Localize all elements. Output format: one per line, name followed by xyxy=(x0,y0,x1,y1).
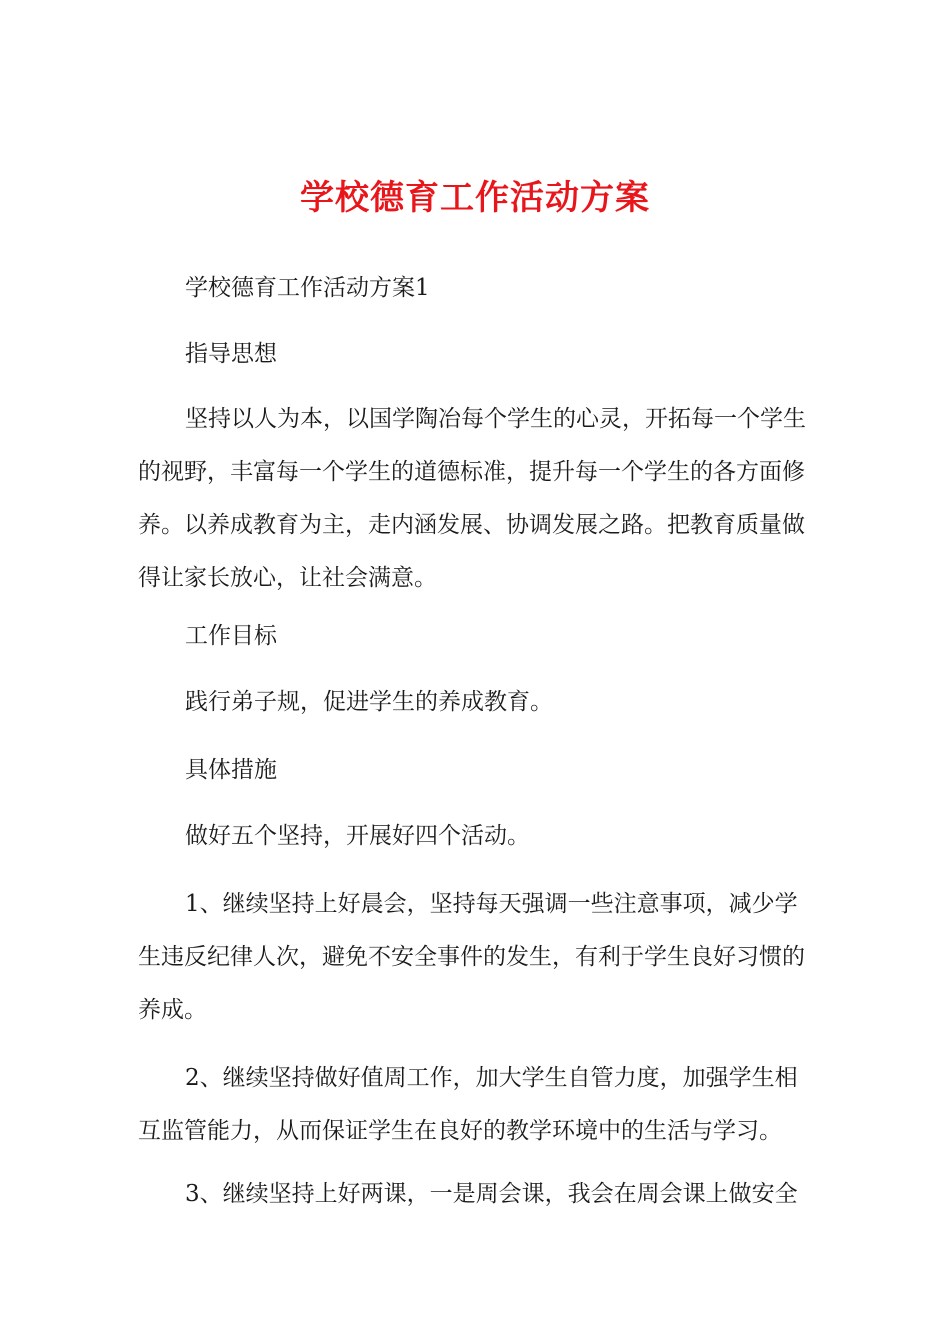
document-title: 学校德育工作活动方案 xyxy=(300,177,650,218)
section-heading: 具体措施 xyxy=(185,757,277,783)
section-heading: 工作目标 xyxy=(185,623,277,649)
section-heading: 指导思想 xyxy=(185,341,277,367)
list-item: 2、继续坚持做好值周工作，加大学生自管力度，加强学生相互监管能力，从而保证学生在良好的教学环境中的生活与学习。 xyxy=(138,1065,798,1144)
body-paragraph: 坚持以人为本，以国学陶冶每个学生的心灵，开拓每一个学生的视野，丰富每一个学生的道德标准，提升每一个学生的各方面修养。以养成教育为主，走内涵发展、协调发展之路。把教育质量做得让家长放心，让社会满意。 xyxy=(138,406,806,591)
body-paragraph: 践行弟子规，促进学生的养成教育。 xyxy=(185,689,553,715)
list-item: 3、继续坚持上好两课，一是周会课，我会在周会课上做安全 xyxy=(185,1181,798,1207)
list-item: 1、继续坚持上好晨会，坚持每天强调一些注意事项，减少学生违反纪律人次，避免不安全事件的发生，有利于学生良好习惯的养成。 xyxy=(138,891,805,1023)
section-heading: 学校德育工作活动方案1 xyxy=(185,275,430,301)
body-paragraph: 做好五个坚持，开展好四个活动。 xyxy=(185,823,530,849)
